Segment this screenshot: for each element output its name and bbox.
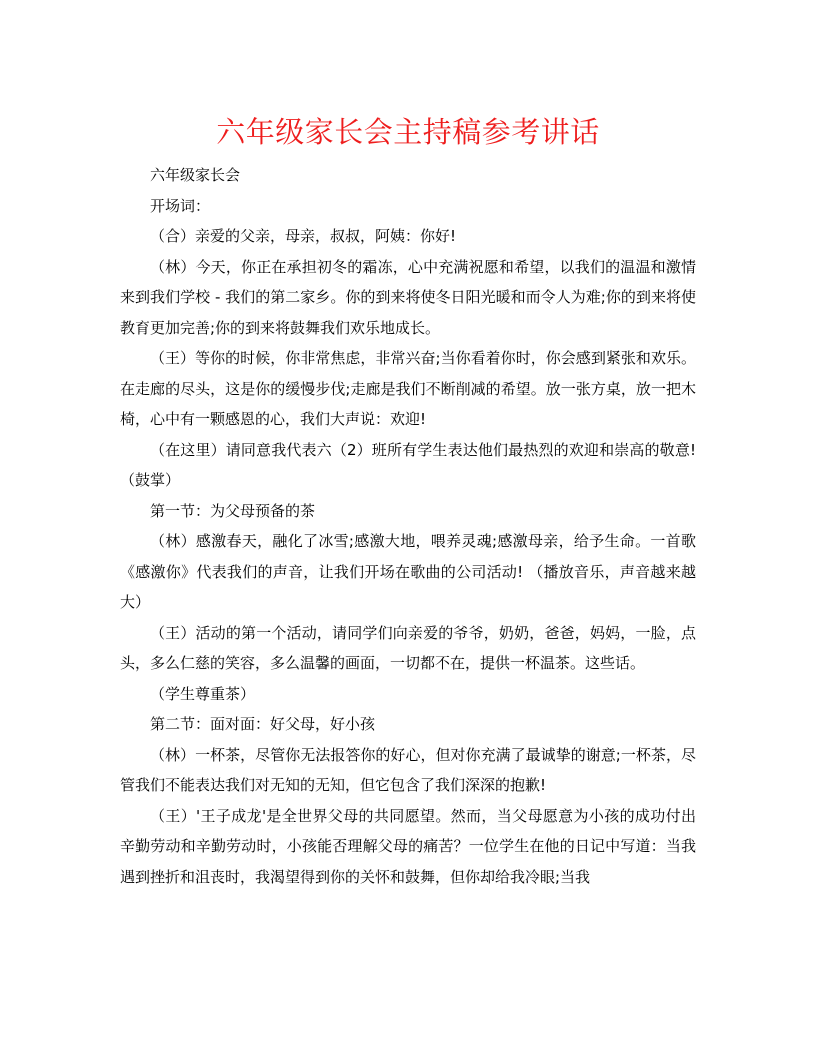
paragraph: （王）活动的第一个活动，请同学们向亲爱的爷爷，奶奶，爸爸，妈妈，一脸，点头，多么仁慈的笑容，多么温馨的画面，一切都不在，提供一杯温茶。这些话。 xyxy=(120,623,696,672)
paragraph: （林）一杯茶，尽管你无法报答你的好心，但对你充满了最诚挚的谢意;一杯茶，尽管我们不能表达我们对无知的无知，但它包含了我们深深的抱歉! xyxy=(120,745,696,794)
document-body xyxy=(120,160,696,892)
paragraph: 六年级家长会 xyxy=(150,166,241,184)
document-title: 六年级家长会主持稿参考讲话 xyxy=(216,115,600,149)
paragraph: （在这里）请同意我代表六（2）班所有学生表达他们最热烈的欢迎和崇高的敬意! （鼓掌） xyxy=(120,440,696,489)
paragraph: （合）亲爱的父亲，母亲，叔叔，阿姨：你好! xyxy=(150,227,457,245)
paragraph: 开场词： xyxy=(150,196,211,215)
section-heading: 第二节：面对面：好父母，好小孩 xyxy=(150,715,376,733)
paragraph: （林）感激春天，融化了冰雪;感激大地，喂养灵魂;感激母亲，给予生命。一首歌《感激你》代表我们的声音，让我们开场在歌曲的公司活动! （播放音乐，声音越来越大） xyxy=(120,532,696,611)
paragraph: （林）今天，你正在承担初冬的霜冻，心中充满祝愿和希望，以我们的温温和激情来到我们学校 - 我们的第二家乡。你的到来将使冬日阳光暖和而令人为难;你的到来将使教育更加完善;你的到来将鼓舞我们欢乐地成长。 xyxy=(120,257,696,337)
paragraph: （王）'王子成龙'是全世界父母的共同愿望。然而，当父母愿意为小孩的成功付出辛勤劳动和辛勤劳动时，小孩能否理解父母的痛苦？一位学生在他的日记中写道：当我遇到挫折和沮丧时，我渴望得到你的关怀和鼓舞，但你却给我冷眼;当我 xyxy=(120,806,696,886)
paragraph: （王）等你的时候，你非常焦虑，非常兴奋;当你看着你时，你会感到紧张和欢乐。在走廊的尽头，这是你的缓慢步伐;走廊是我们不断削减的希望。放一张方桌，放一把木椅，心中有一颗感恩的心，我们大声说：欢迎! xyxy=(120,349,696,428)
paragraph: （学生尊重茶） xyxy=(150,684,256,703)
section-heading: 第一节：为父母预备的茶 xyxy=(150,501,316,520)
